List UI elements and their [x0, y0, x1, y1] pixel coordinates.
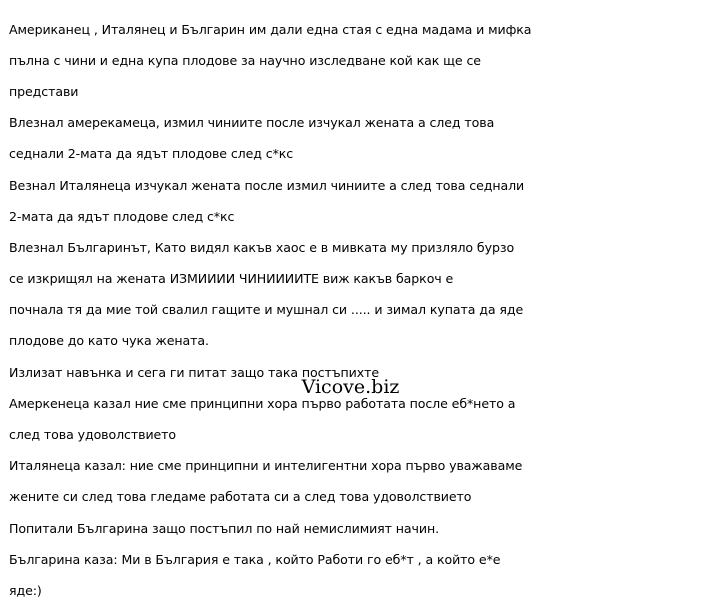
joke-line: почнала тя да мие той свалил гащите и мушнал си ..... и зимал купата да яде: [9, 302, 524, 318]
joke-line: пълна с чини и една купа плодове за научно изследване кой как ще се: [9, 52, 481, 68]
joke-line: Влезнал амерекамеца, измил чиниите после изчукал жената а след това: [9, 115, 495, 131]
joke-line: се изкрищял на жената ИЗМИИИИ ЧИНИИИИТЕ виж какъв баркоч е: [9, 271, 454, 287]
joke-line: Влезнал Българинът, Като видял какъв хаос е в мивката му призляло бурзо: [9, 239, 515, 255]
joke-line: яде:): [9, 582, 42, 598]
joke-line: 2-мата да ядът плодове след с*кс: [9, 208, 235, 224]
joke-line: Италянеца казал: ние сме принципни и интелигентни хора първо уважаваме: [9, 458, 523, 474]
joke-line: Американец , Италянец и Българин им дали една стая с една мадама и мифка: [9, 21, 532, 37]
joke-line: Българина каза: Ми в България е така , който Работи го еб*т , а който е*е: [9, 551, 501, 567]
site-watermark: Vicove.biz: [301, 376, 400, 398]
joke-line: Попитали Българина защо постъпил по най немислимият начин.: [9, 520, 440, 536]
joke-line: Везнал Италянеца изчукал жената после измил чиниите а след това седнали: [9, 177, 525, 193]
joke-line: Излизат навънка и сега ги питат защо така постъпихте: [9, 364, 379, 380]
joke-line: представи: [9, 83, 79, 99]
joke-text: [9, 6, 584, 614]
joke-line: плодове до като чука жената.: [9, 333, 209, 349]
joke-line: жените си след това гледаме работата си а след това удоволствието: [9, 489, 472, 505]
joke-line: Амеркенеца казал ние сме принципни хора първо работата после еб*нето а: [9, 395, 516, 411]
joke-line: след това удоволствието: [9, 427, 177, 443]
joke-line: седнали 2-мата да ядът плодове след с*кс: [9, 146, 294, 162]
